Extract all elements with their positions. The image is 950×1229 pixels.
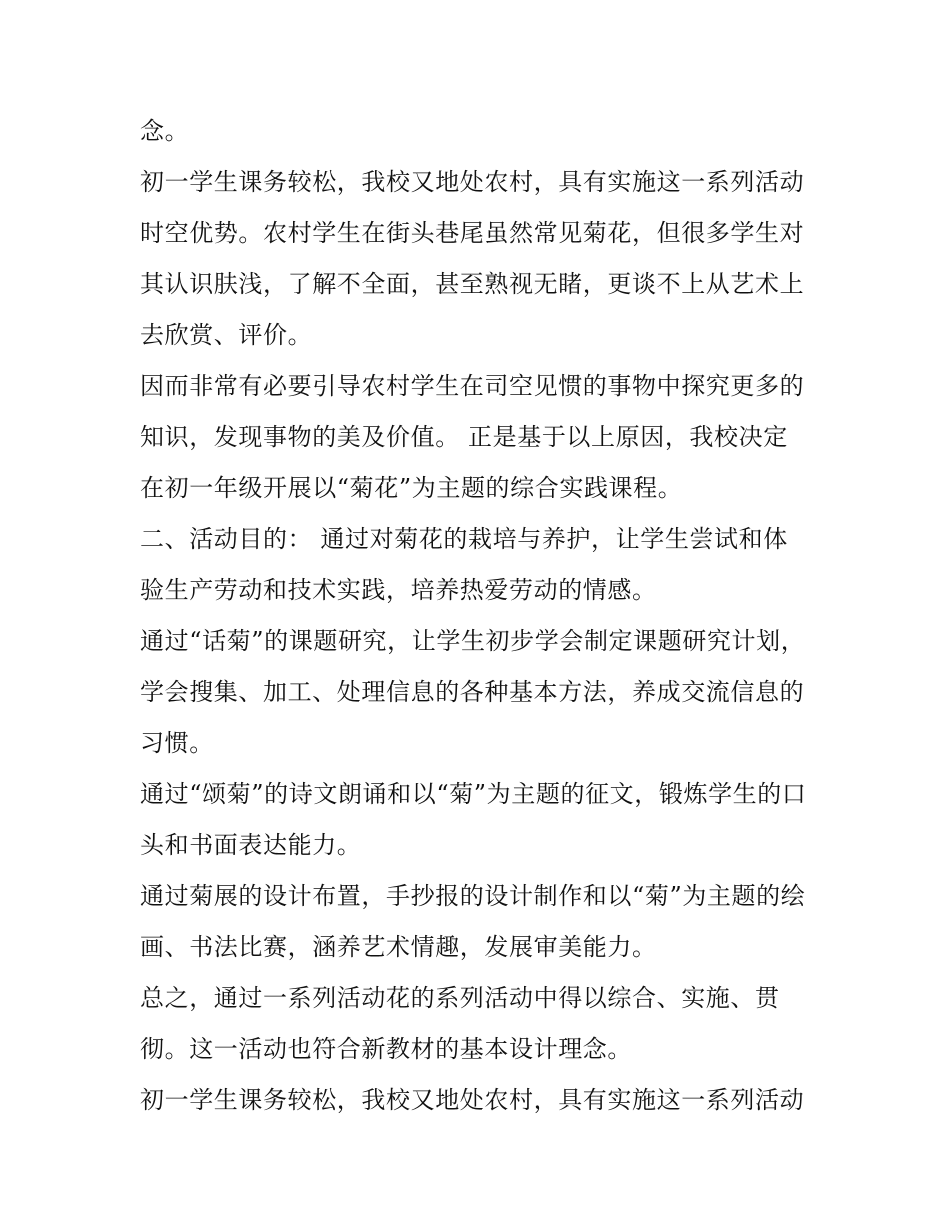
text-line: 去欣赏、评价。 — [140, 321, 313, 349]
text-line: 其认识肤浅，了解不全面，甚至熟视无睹，更谈不上从艺术上 — [140, 270, 805, 298]
text-line: 头和书面表达能力。 — [140, 831, 362, 859]
text-line: 习惯。 — [140, 729, 214, 757]
text-line: 在初一年级开展以“菊花”为主题的综合实践课程。 — [140, 474, 683, 502]
text-line: 画、书法比赛，涵养艺术情趣，发展审美能力。 — [140, 933, 657, 961]
document-body — [140, 106, 830, 1126]
text-line: 验生产劳动和技术实践，培养热爱劳动的情感。 — [140, 576, 657, 604]
text-line: 通过“颂菊”的诗文朗诵和以“菊”为主题的征文，锻炼学生的口 — [140, 780, 807, 808]
text-line: 彻。这一活动也符合新教材的基本设计理念。 — [140, 1035, 632, 1063]
text-line: 二、活动目的： 通过对菊花的栽培与养护，让学生尝试和体 — [140, 525, 788, 553]
text-line: 时空优势。农村学生在街头巷尾虽然常见菊花，但很多学生对 — [140, 219, 805, 247]
text-line: 知识，发现事物的美及价值。 正是基于以上原因，我校决定 — [140, 423, 788, 451]
text-line: 学会搜集、加工、处理信息的各种基本方法，养成交流信息的 — [140, 678, 805, 706]
text-line: 初一学生课务较松，我校又地处农村，具有实施这一系列活动 — [140, 168, 805, 196]
text-line: 通过菊展的设计布置，手抄报的设计制作和以“菊”为主题的绘 — [140, 882, 806, 910]
text-line: 初一学生课务较松，我校又地处农村，具有实施这一系列活动 — [140, 1086, 805, 1114]
text-line: 因而非常有必要引导农村学生在司空见惯的事物中探究更多的 — [140, 372, 805, 400]
text-line: 念。 — [140, 117, 190, 145]
text-line: 总之，通过一系列活动花的系列活动中得以综合、实施、贯 — [140, 984, 780, 1012]
text-line: 通过“话菊”的课题研究，让学生初步学会制定课题研究计划， — [140, 627, 806, 655]
